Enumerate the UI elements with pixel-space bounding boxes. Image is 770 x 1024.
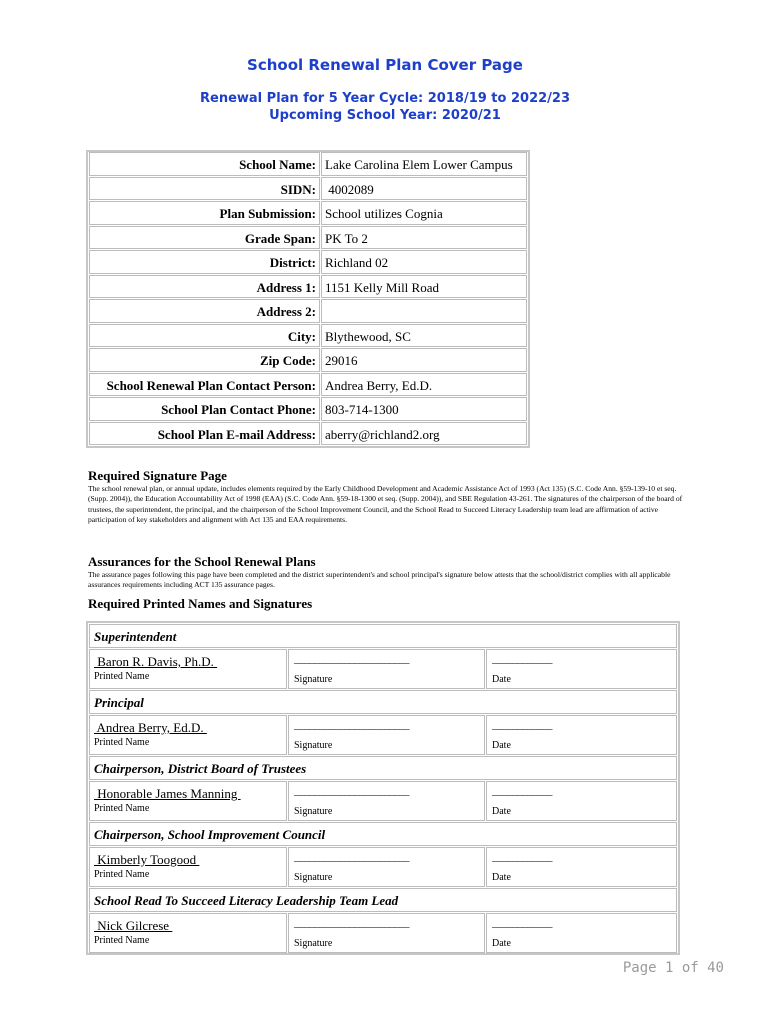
info-label: School Name: [89, 152, 320, 176]
printed-name-label: Printed Name [94, 935, 150, 946]
info-label: Zip Code: [89, 348, 320, 372]
info-label: School Renewal Plan Contact Person: [89, 373, 320, 397]
printed-name: Andrea Berry, Ed.D. [94, 720, 207, 735]
role-heading: Chairperson, School Improvement Council [89, 822, 677, 846]
info-label: SIDN: [89, 177, 320, 201]
signature-cell [288, 913, 485, 953]
info-value: 29016 [321, 348, 527, 372]
signatures-table [86, 621, 680, 955]
signature-cell [288, 715, 485, 755]
info-label: City: [89, 324, 320, 348]
date-line: ____________ [492, 719, 552, 731]
signature-line: _______________________ [294, 719, 409, 731]
date-cell [486, 913, 677, 953]
info-value: 803-714-1300 [321, 397, 527, 421]
page-title: School Renewal Plan Cover Page [247, 56, 523, 74]
info-row-grade-span [88, 226, 528, 251]
printed-name-label: Printed Name [94, 737, 150, 748]
date-label: Date [492, 674, 511, 685]
info-row-address-2 [88, 299, 528, 324]
signature-cell [288, 649, 485, 689]
printed-names-heading: Required Printed Names and Signatures [88, 596, 313, 611]
signature-label: Signature [294, 674, 333, 685]
signature-row [89, 781, 677, 821]
info-row-contact-phone [88, 397, 528, 422]
signature-row [89, 847, 677, 887]
signature-row [89, 649, 677, 689]
info-row-address-1 [88, 275, 528, 300]
date-label: Date [492, 872, 511, 883]
info-label: Address 1: [89, 275, 320, 299]
date-cell [486, 781, 677, 821]
date-cell [486, 649, 677, 689]
info-label: Address 2: [89, 299, 320, 323]
signature-label: Signature [294, 938, 333, 949]
info-label: Plan Submission: [89, 201, 320, 225]
date-label: Date [492, 806, 511, 817]
info-row-zip-code [88, 348, 528, 373]
info-value [321, 299, 527, 323]
signature-line: _______________________ [294, 851, 409, 863]
signature-line: _______________________ [294, 917, 409, 929]
info-value: aberry@richland2.org [321, 422, 527, 446]
signature-row [89, 715, 677, 755]
upcoming-year: Upcoming School Year: 2020/21 [269, 108, 501, 123]
role-heading: Chairperson, District Board of Trustees [89, 756, 677, 780]
printed-name: Nick Gilcrese [94, 918, 173, 933]
printed-name-cell [89, 847, 287, 887]
role-heading: School Read To Succeed Literacy Leadership Team Lead [89, 888, 677, 912]
printed-name: Kimberly Toogood [94, 852, 200, 867]
info-value: Blythewood, SC [321, 324, 527, 348]
info-row-district [88, 250, 528, 275]
date-line: ____________ [492, 851, 552, 863]
info-label: School Plan Contact Phone: [89, 397, 320, 421]
info-label: District: [89, 250, 320, 274]
signature-label: Signature [294, 740, 333, 751]
renewal-cycle: Renewal Plan for 5 Year Cycle: 2018/19 to 2022/23 [200, 91, 570, 106]
info-row-email [88, 422, 528, 447]
printed-name-cell [89, 715, 287, 755]
signature-line: _______________________ [294, 785, 409, 797]
info-row-contact-person [88, 373, 528, 398]
info-row-school-name [88, 152, 528, 177]
printed-name-cell [89, 913, 287, 953]
signature-line: _______________________ [294, 653, 409, 665]
info-value: Lake Carolina Elem Lower Campus [321, 152, 527, 176]
info-label: School Plan E-mail Address: [89, 422, 320, 446]
page-number: Page 1 of 40 [622, 960, 724, 976]
info-row-city [88, 324, 528, 349]
required-signature-text: The school renewal plan, or annual update, includes elements required by the Early Childhood Development and Academic Assistance Act of 1993 (Act 135) (S.C. Code Ann. §59-139-10 et seq. (Supp. 2004)), the Education Accountability Act of 1998 (EAA) (S.C. Code Ann. §59-18-1300 et seq. (Supp. 2004)), and SBE Regulation 43-261. The signatures of the chairperson of the board of trustees, the superintendent, the principal, and the chairperson of the School Improvement Council, and the School Read to Succeed Literacy Leadership team lead are affirmation of active participation of key stakeholders and alignment with Act 135 and EAA requirements. [88, 484, 683, 525]
info-value: 4002089 [321, 177, 527, 201]
signature-cell [288, 847, 485, 887]
date-line: ____________ [492, 785, 552, 797]
printed-name-label: Printed Name [94, 869, 150, 880]
info-value: PK To 2 [321, 226, 527, 250]
info-label: Grade Span: [89, 226, 320, 250]
printed-name-label: Printed Name [94, 803, 150, 814]
info-value: Richland 02 [321, 250, 527, 274]
school-info-table [86, 150, 530, 448]
signature-label: Signature [294, 872, 333, 883]
role-heading: Principal [89, 690, 677, 714]
printed-name: Baron R. Davis, Ph.D. [94, 654, 218, 669]
date-cell [486, 715, 677, 755]
printed-name-label: Printed Name [94, 671, 150, 682]
assurances-heading: Assurances for the School Renewal Plans [88, 554, 316, 569]
info-value: Andrea Berry, Ed.D. [321, 373, 527, 397]
date-label: Date [492, 740, 511, 751]
date-label: Date [492, 938, 511, 949]
assurances-text: The assurance pages following this page have been completed and the district superintendent's and school principal's signature below attests that the school/district complies with all applicable assurances requirements including ACT 135 assurance pages. [88, 570, 671, 590]
info-row-sidn [88, 177, 528, 202]
signature-label: Signature [294, 806, 333, 817]
info-row-plan-submission [88, 201, 528, 226]
date-line: ____________ [492, 917, 552, 929]
printed-name-cell [89, 781, 287, 821]
date-line: ____________ [492, 653, 552, 665]
required-signature-heading: Required Signature Page [88, 468, 227, 483]
signature-row [89, 913, 677, 953]
info-value: School utilizes Cognia [321, 201, 527, 225]
date-cell [486, 847, 677, 887]
info-value: 1151 Kelly Mill Road [321, 275, 527, 299]
printed-name: Honorable James Manning [94, 786, 241, 801]
signature-cell [288, 781, 485, 821]
printed-name-cell [89, 649, 287, 689]
role-heading: Superintendent [89, 624, 677, 648]
